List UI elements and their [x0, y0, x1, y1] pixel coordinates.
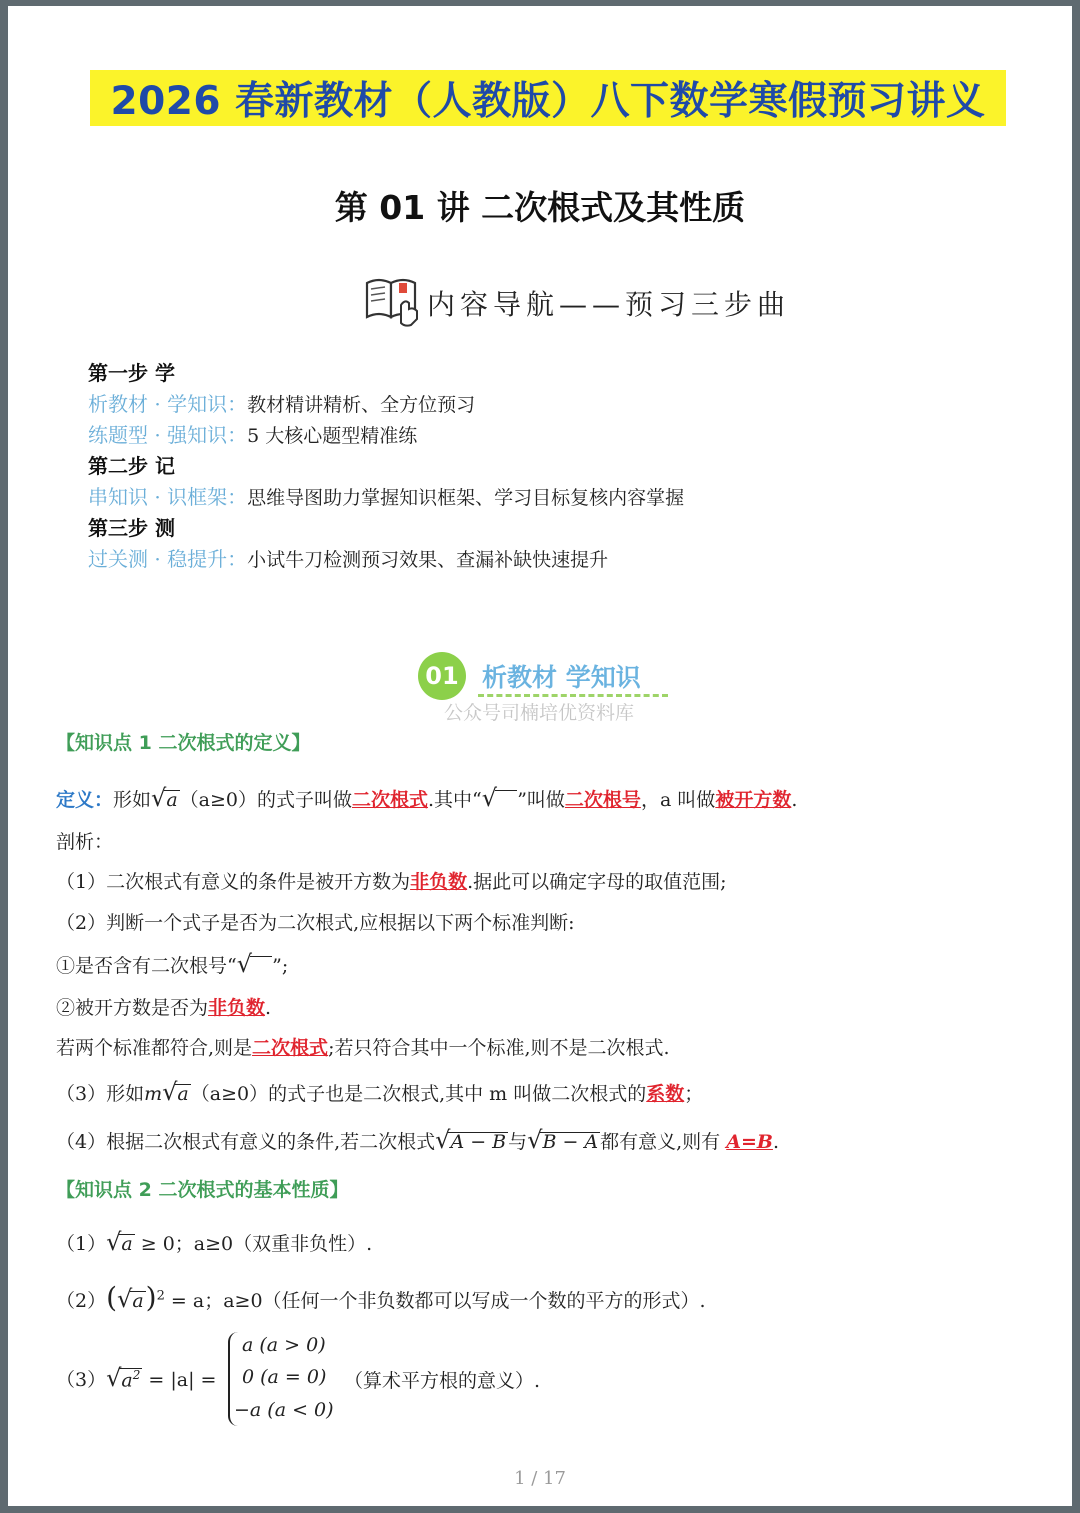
- sqrt-b-minus-a: √B − A: [527, 1126, 599, 1154]
- text: .: [791, 789, 798, 811]
- step-key: 串知识 · 识框架：: [88, 485, 248, 509]
- text: ；: [684, 1083, 704, 1105]
- analysis-label: 剖析：: [56, 831, 114, 853]
- text: ;若只符合其中一个标准,则不是二次根式.: [328, 1037, 670, 1059]
- text: ，a 叫做: [640, 789, 716, 811]
- step-desc: 思维导图助力掌握知识框架、学习目标复核内容掌握: [247, 487, 685, 509]
- step-key: 过关测 · 稳提升：: [88, 547, 248, 571]
- text: （3）: [56, 1369, 107, 1391]
- section-header: [418, 646, 668, 706]
- case-zero: 0 (a = 0): [242, 1366, 327, 1388]
- step-desc: 教材精讲精析、全方位预习: [247, 394, 476, 416]
- content-navigation: [363, 278, 790, 328]
- step-item: [88, 482, 888, 513]
- sqrt-a2: $√a^2$: [106, 1364, 141, 1392]
- highlight: 非负数: [410, 871, 468, 893]
- sqrt-a: √a: [151, 784, 178, 812]
- text: .其中“: [428, 789, 482, 811]
- lecture-title: 第 01 讲 二次根式及其性质: [334, 188, 746, 227]
- property-3-note: （算术平方根的意义）.: [344, 1370, 541, 1392]
- step-item: [88, 420, 888, 451]
- definition-label: 定义：: [56, 789, 114, 811]
- step-heading: [88, 358, 888, 389]
- step-desc: 小试牛刀检测预习效果、查漏补缺快速提升: [247, 549, 609, 571]
- property-3: [56, 1364, 216, 1392]
- criterion-1: [56, 950, 288, 978]
- highlight: 系数: [646, 1083, 685, 1105]
- step-heading: [88, 451, 888, 482]
- step-heading: [88, 513, 888, 544]
- step-1-heading: 第一步 学: [88, 361, 175, 385]
- highlight: 二次根式: [352, 789, 429, 811]
- text: （2）: [56, 1290, 107, 1312]
- section-label: 析教材 学知识: [482, 663, 641, 692]
- text: ”叫做: [517, 789, 565, 811]
- text: 与: [508, 1131, 528, 1153]
- text: ”;: [272, 955, 289, 977]
- analysis-item-3: [56, 1078, 703, 1106]
- sqrt-a: √a: [106, 1228, 133, 1256]
- sqrt-a-squared: $(√a)^2$: [106, 1281, 165, 1314]
- text: .: [265, 997, 272, 1019]
- highlight: 被开方数: [715, 789, 792, 811]
- nav-title: 内容导航——预习三步曲: [427, 288, 791, 321]
- radical-sign: √: [482, 789, 517, 811]
- knowledge-point-2-heading: 【知识点 2 二次根式的基本性质】: [56, 1179, 349, 1201]
- highlight: 非负数: [208, 997, 266, 1019]
- analysis-item-4: [56, 1126, 779, 1154]
- page-number: 1 / 17: [514, 1468, 566, 1489]
- text: ≥ 0；a≥0（双重非负性）.: [134, 1233, 373, 1255]
- section-underline: [478, 694, 668, 697]
- watermark: 公众号司楠培优资料库: [444, 702, 635, 724]
- highlight: 二次根号: [564, 789, 641, 811]
- text: （1）: [56, 1233, 107, 1255]
- text: （4）根据二次根式有意义的条件,若二次根式: [56, 1131, 436, 1153]
- section-number: 01: [418, 652, 466, 700]
- step-key: 练题型 · 强知识：: [88, 423, 248, 447]
- text: = |a| =: [142, 1369, 217, 1391]
- highlight: 二次根式: [252, 1037, 329, 1059]
- text: 形如: [113, 789, 152, 811]
- sqrt-a-minus-b: √A − B: [435, 1126, 507, 1154]
- analysis-item-2: （2）判断一个式子是否为二次根式,应根据以下两个标准判断:: [56, 912, 575, 934]
- radical-sign: √: [237, 955, 272, 977]
- case-positive: a (a > 0): [242, 1334, 326, 1356]
- text: ②被开方数是否为: [56, 997, 209, 1019]
- text: 都有意义,则有: [600, 1131, 721, 1153]
- text: （1）二次根式有意义的条件是被开方数为: [56, 871, 411, 893]
- text: （3）形如: [56, 1083, 145, 1105]
- property-1: [56, 1228, 372, 1256]
- text: = a；a≥0（任何一个非负数都可以写成一个数的平方的形式）.: [164, 1290, 706, 1312]
- step-desc: 5 大核心题型精准练: [247, 425, 418, 447]
- criteria-conclusion: [56, 1033, 670, 1060]
- step-2-heading: 第二步 记: [88, 454, 175, 478]
- knowledge-point-1-heading: 【知识点 1 二次根式的定义】: [56, 732, 311, 754]
- m-sqrt-a: m√a: [144, 1078, 189, 1106]
- step-3-heading: 第三步 测: [88, 516, 175, 540]
- document-page: [8, 6, 1072, 1506]
- step-item: [88, 544, 888, 575]
- property-2: [56, 1281, 706, 1314]
- text: （a≥0）的式子也是二次根式,其中 m 叫做二次根式的: [190, 1083, 647, 1105]
- case-negative: −a (a < 0): [234, 1399, 334, 1421]
- text: .据此可以确定字母的取值范围;: [467, 871, 727, 893]
- criterion-2: [56, 993, 271, 1020]
- text: .: [772, 1131, 779, 1153]
- step-key: 析教材 · 学知识：: [88, 392, 248, 416]
- text: 若两个标准都符合,则是: [56, 1037, 253, 1059]
- text: ①是否含有二次根号“: [56, 955, 237, 977]
- book-pointer-icon: [363, 273, 421, 333]
- text: （a≥0）的式子叫做: [179, 789, 352, 811]
- analysis-item-1: [56, 867, 727, 894]
- definition-line: [56, 784, 797, 812]
- banner-title: 2026 春新教材（人教版）八下数学寒假预习讲义: [110, 79, 986, 124]
- step-item: [88, 389, 888, 420]
- title-banner: [90, 70, 1006, 126]
- steps-list: [88, 358, 888, 575]
- highlight: A=B: [726, 1131, 773, 1153]
